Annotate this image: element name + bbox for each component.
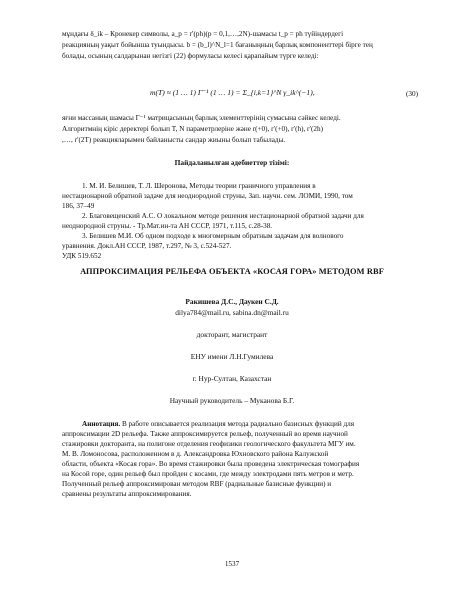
references-heading: Пайдаланылған әдебиеттер тізімі: [174,158,290,167]
body-line: болады, осының салдарынан негізгі (22) формуласы келесі қарапайым түрге келеді: [62,52,319,60]
body-line: Алгоритмнің кіріс деректері болып T, N параметрлеріне және r(+0), r′(+0), r′(h), r′(2h) [62,125,323,133]
reference-line: неоднородной струны. - Тр.Мат.ин-та АН СССР, 1971, т.115, с.28-38. [62,222,273,230]
equation: m(T) ≈ (1 … 1) Γ⁻¹ (1 … 1) = Σ_{i,k=1}^N γ_ik^(−1), [150,88,315,97]
university: ЕНУ имени Л.Н.Гумилева [190,352,274,361]
abstract-line [82,420,354,429]
abstract-text: В работе описывается реализация метода радиально базисных функций для [120,420,355,428]
reference-line: нестационарной обратной задаче для неоднородной струны, Зап. научн. сем. ЛОМИ, 1990, том [62,192,353,200]
body-line: реакцияның уақыт бойынша туындысы. b = (b_l)^N_l=1 бағаныңның барлық компоненттері бірге тең [62,41,373,49]
reference-line: 3. Белишев М.И. Об одном подходе к многомерным обратным задачам для волнового [82,232,344,240]
reference-line: 186, 37–49 [62,202,95,210]
abstract-line: Полученный рельеф аппроксимирован методом RBF (радиальные базисные функции) и [62,480,332,488]
body-line: яғни массаның шамасы Γ⁻¹ матрицасының барлық элементтерінің сумасына сәйкес келеді. [62,114,341,122]
abstract-line: сравнены результаты аппроксимирования. [62,490,192,498]
abstract-line: области, объекта «Косая гора». Во время стажировки была проведена электрическая томография [62,460,360,468]
abstract-line: на Косой горе, один рельеф был пройден с косами, где между электродами пять метров и метр. [62,470,354,478]
abstract-line: аппроксимации 2D рельефа. Также аппроксимируется рельеф, полученный во время научной [62,430,348,438]
reference-line: 1. М. И. Белишев, Т. Л. Шеронова, Методы теории граничного управления в [82,182,316,190]
author-emails: dilya784@mail.ru, sabina.dn@mail.ru [175,308,289,317]
udk-code: УДК 519.652 [62,252,102,260]
equation-number: (30) [406,90,418,98]
reference-line: уравнения. Докл.АН СССР, 1987, т.297, № 3, с.524-527. [62,242,232,250]
article-title: АППРОКСИМАЦИЯ РЕЛЬЕФА ОБЪЕКТА «КОСАЯ ГОРА» МЕТОДОМ RBF [80,267,384,276]
abstract-line: М. В. Ломоносова, расположенном в д. Александровка Юхновского района Калужской [62,450,329,458]
city: г. Нур-Султан, Казахстан [192,374,272,383]
authors: Ракишева Д.С., Даукен С.Д. [185,297,279,306]
reference-line: 2. Благовещенский А.С. О локальном методе решения нестационарной обратной задачи для [82,212,364,220]
abstract-label: Аннотация. [82,420,121,428]
page-number: 1537 [224,560,240,568]
supervisor: Научный руководитель – Муканова Б.Г. [169,396,295,405]
body-line: ,…, r′(2T) реакцияларымен байланысты сандар жиыны болып табылады. [62,136,286,144]
body-line: мұндағы δ_ik – Кронекер символы, a_p = r′(ph)(p = 0,1,…,2N)-шамасы t_p = ph түйіндердегі [62,30,344,38]
abstract-line: стажировки докторанта, на полигоне отделения геофизики геологического факультета МГУ им. [62,440,356,448]
author-degrees: докторант, магистрант [196,330,268,339]
